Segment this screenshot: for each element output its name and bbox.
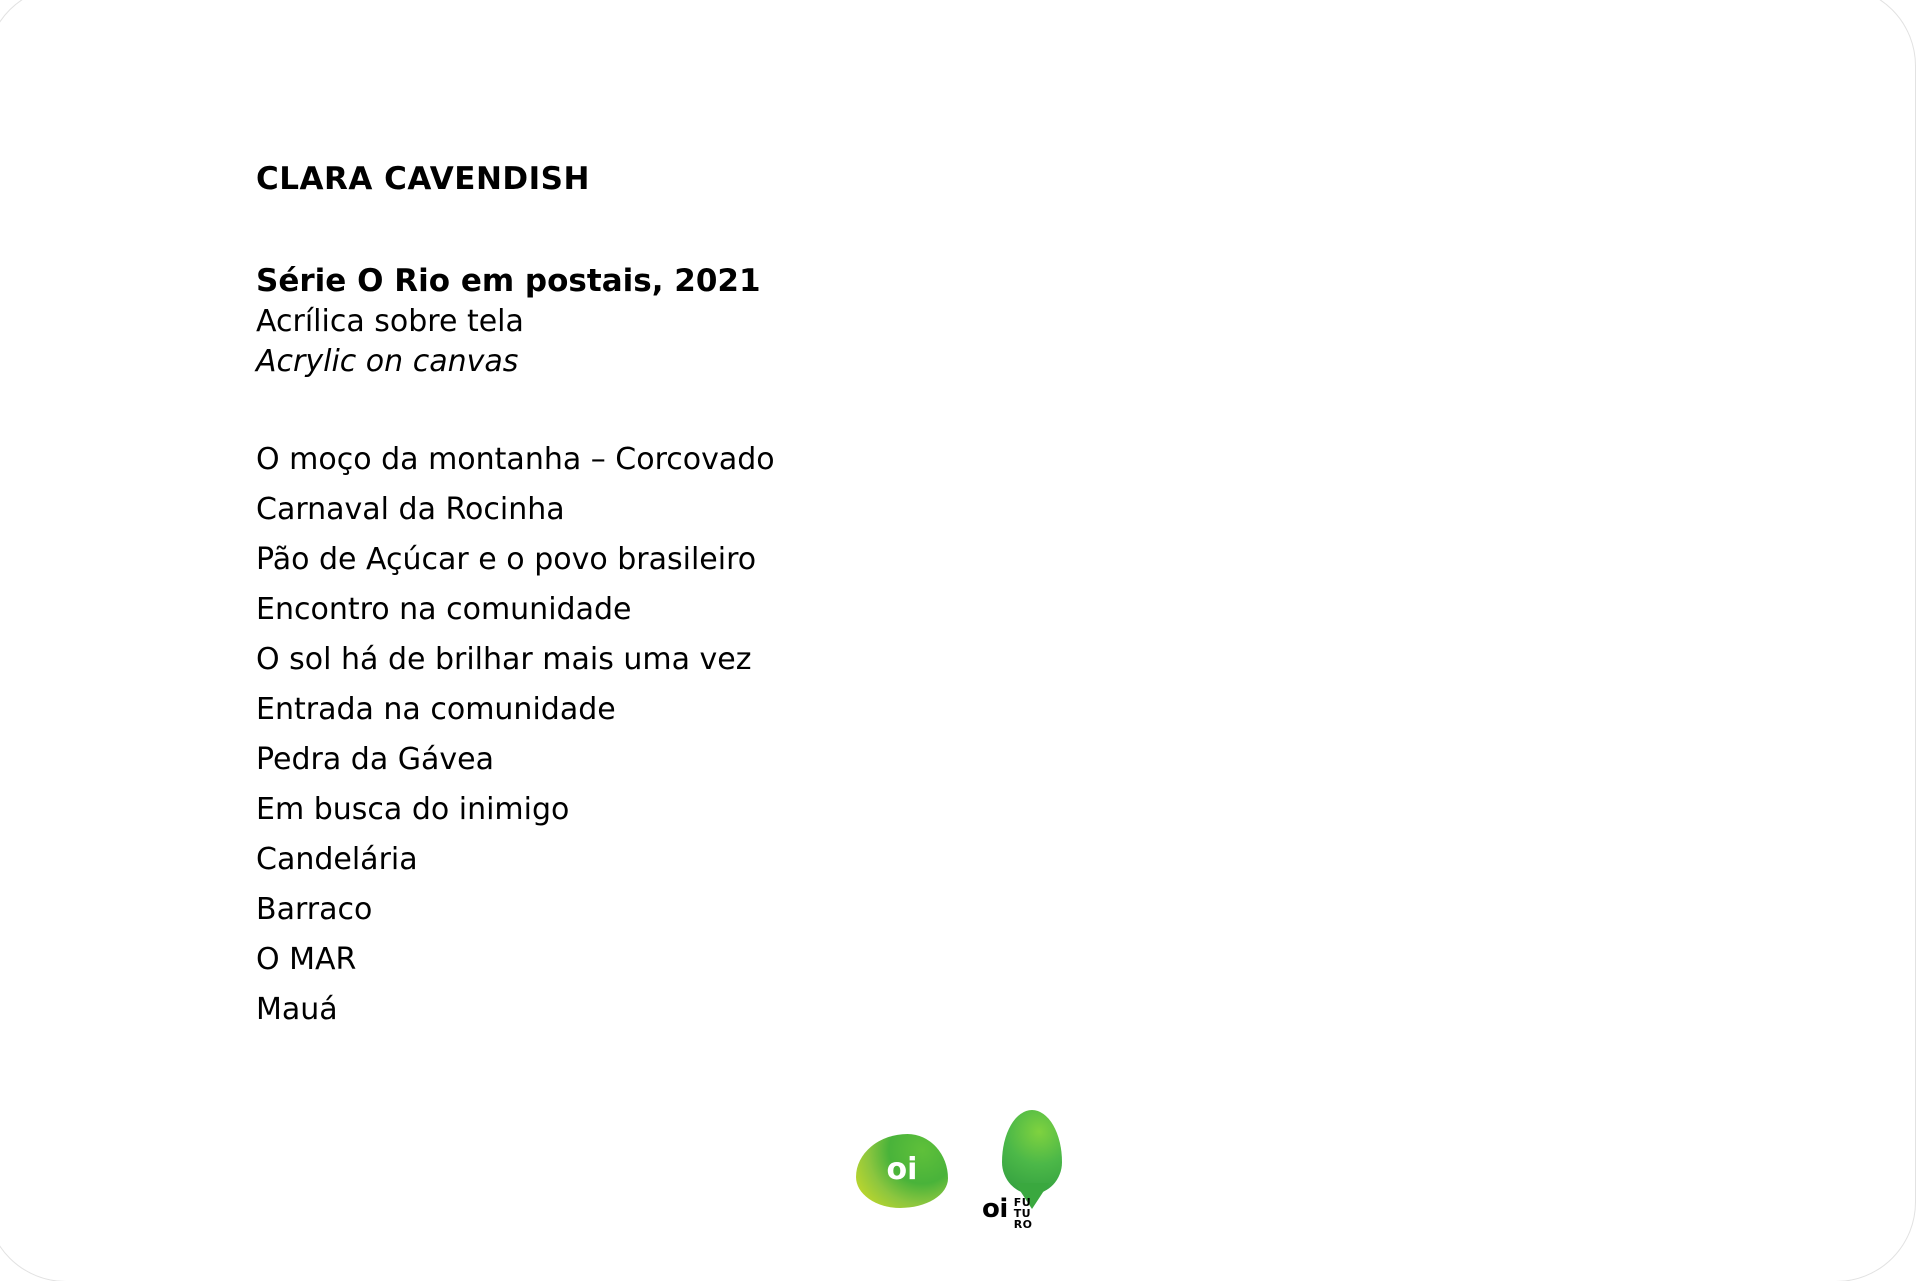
list-item: Pão de Açúcar e o povo brasileiro	[256, 542, 757, 578]
list-item: O moço da montanha – Corcovado	[256, 442, 775, 478]
oi-futuro-logo	[974, 1110, 1092, 1232]
list-item: Entrada na comunidade	[256, 692, 616, 728]
oi-wordmark: oi	[886, 1151, 918, 1187]
list-item: Barraco	[256, 892, 373, 928]
spacer-after-artist-name	[256, 199, 1356, 261]
list-item: Candelária	[256, 842, 418, 878]
oi-futuro-stacked-text	[1014, 1197, 1033, 1230]
oi-futuro-text-line-2: TU	[1013, 1207, 1032, 1220]
list-item: Carnaval da Rocinha	[256, 492, 565, 528]
spacer-before-works-list	[256, 383, 1356, 435]
medium-portuguese: Acrílica sobre tela	[256, 303, 524, 339]
oi-futuro-text-line-3: RO	[1013, 1218, 1033, 1231]
list-item: Mauá	[256, 992, 338, 1028]
oi-logo	[856, 1134, 948, 1208]
list-item: O sol há de brilhar mais uma vez	[256, 642, 752, 678]
artwork-caption-block	[256, 160, 1356, 1035]
list-item: O MAR	[256, 942, 357, 978]
list-item: Em busca do inimigo	[256, 792, 570, 828]
list-item: Pedra da Gávea	[256, 742, 494, 778]
artist-name: CLARA CAVENDISH	[256, 161, 590, 197]
list-item: Encontro na comunidade	[256, 592, 632, 628]
oi-futuro-wordmark-group	[982, 1196, 1032, 1230]
works-list	[256, 435, 1356, 1035]
balloon-drop-icon	[1002, 1110, 1062, 1194]
sponsor-logos	[856, 1110, 1096, 1230]
series-title: Série O Rio em postais, 2021	[256, 262, 761, 299]
oi-futuro-text-line-1: FU	[1013, 1196, 1032, 1209]
medium-english: Acrylic on canvas	[256, 344, 519, 380]
oi-futuro-wordmark: oi	[982, 1194, 1008, 1224]
